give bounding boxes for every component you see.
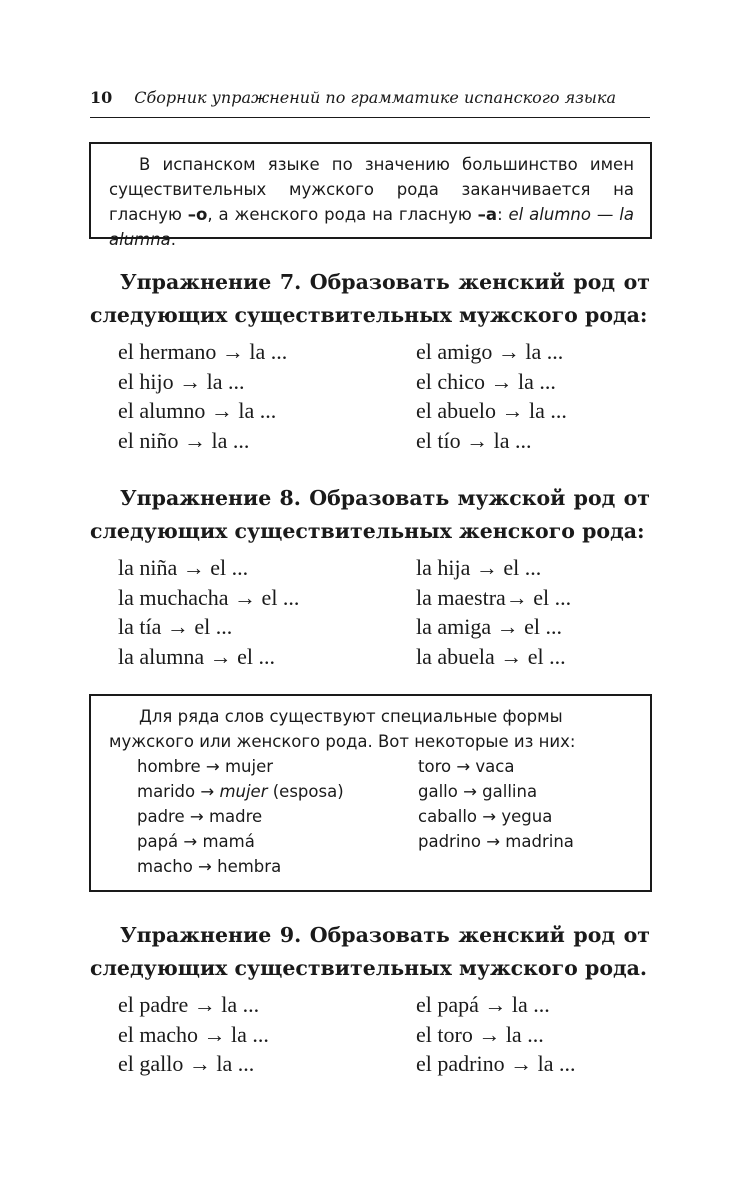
list-item: papá → mamá xyxy=(137,832,255,851)
list-item: macho → hembra xyxy=(137,857,282,876)
special-forms-list xyxy=(137,754,634,879)
book-title: Сборник упражнений по грамматике испанского языка xyxy=(134,88,617,107)
exercise-7-list xyxy=(118,337,638,455)
list-item: la hija → el ... xyxy=(416,555,542,580)
list-item: el hijo → la ... xyxy=(118,368,245,394)
list-item: padrino → madrina xyxy=(418,832,574,851)
list-item: padre → madre xyxy=(137,807,263,826)
list-item: el abuelo → la ... xyxy=(416,398,567,423)
rule-box-gender-endings xyxy=(89,142,652,249)
list-item: la maestra→ el ... xyxy=(416,584,572,610)
list-item: el tío → la ... xyxy=(416,427,532,453)
header-rule xyxy=(90,117,650,118)
list-item: marido → mujer (esposa) xyxy=(137,782,344,801)
list-item: hombre → mujer xyxy=(137,757,274,776)
page-number: 10 xyxy=(90,88,113,107)
list-item: el macho → la ... xyxy=(118,1021,269,1047)
list-item: el papá → la ... xyxy=(416,992,550,1017)
list-item: el amigo → la ... xyxy=(416,339,564,364)
list-item: la niña → el ... xyxy=(118,555,249,580)
list-item: la amiga → el ... xyxy=(416,614,563,639)
list-item: la muchacha → el ... xyxy=(118,584,300,610)
rule-text: В испанском языке по значению большинство имен существительных мужского рода заканчивается на гласную –о, а женского рода на гласную –а: el alumno — la alumna. xyxy=(109,155,634,249)
exercise-9-heading: Упражнение 9. Образовать женский род от следующих существительных мужского рода. xyxy=(90,923,650,980)
exercise-9-list xyxy=(118,990,638,1079)
list-item: la abuela → el ... xyxy=(416,643,566,669)
list-item: caballo → yegua xyxy=(418,807,553,826)
list-item: el padre → la ... xyxy=(118,992,260,1017)
list-item: la tía → el ... xyxy=(118,614,233,639)
list-item: el gallo → la ... xyxy=(118,1051,255,1076)
rule-box-special-forms xyxy=(89,694,652,892)
list-item: toro → vaca xyxy=(418,757,515,776)
exercise-8-heading: Упражнение 8. Образовать мужской род от следующих существительных женского рода: xyxy=(90,486,650,543)
list-item: el alumno → la ... xyxy=(118,398,277,423)
list-item: el toro → la ... xyxy=(416,1021,544,1047)
list-item: gallo → gallina xyxy=(418,782,538,801)
list-item: el chico → la ... xyxy=(416,368,556,394)
exercise-8-list xyxy=(118,553,638,671)
rule-intro: Для ряда слов существуют специальные формы мужского или женского рода. Вот некоторые из них: xyxy=(109,707,576,751)
list-item: el niño → la ... xyxy=(118,427,250,453)
exercise-7-heading: Упражнение 7. Образовать женский род от следующих существительных мужского рода: xyxy=(90,270,650,327)
list-item: el hermano → la ... xyxy=(118,339,288,364)
running-header xyxy=(90,86,650,110)
list-item: el padrino → la ... xyxy=(416,1051,576,1076)
list-item: la alumna → el ... xyxy=(118,643,276,669)
